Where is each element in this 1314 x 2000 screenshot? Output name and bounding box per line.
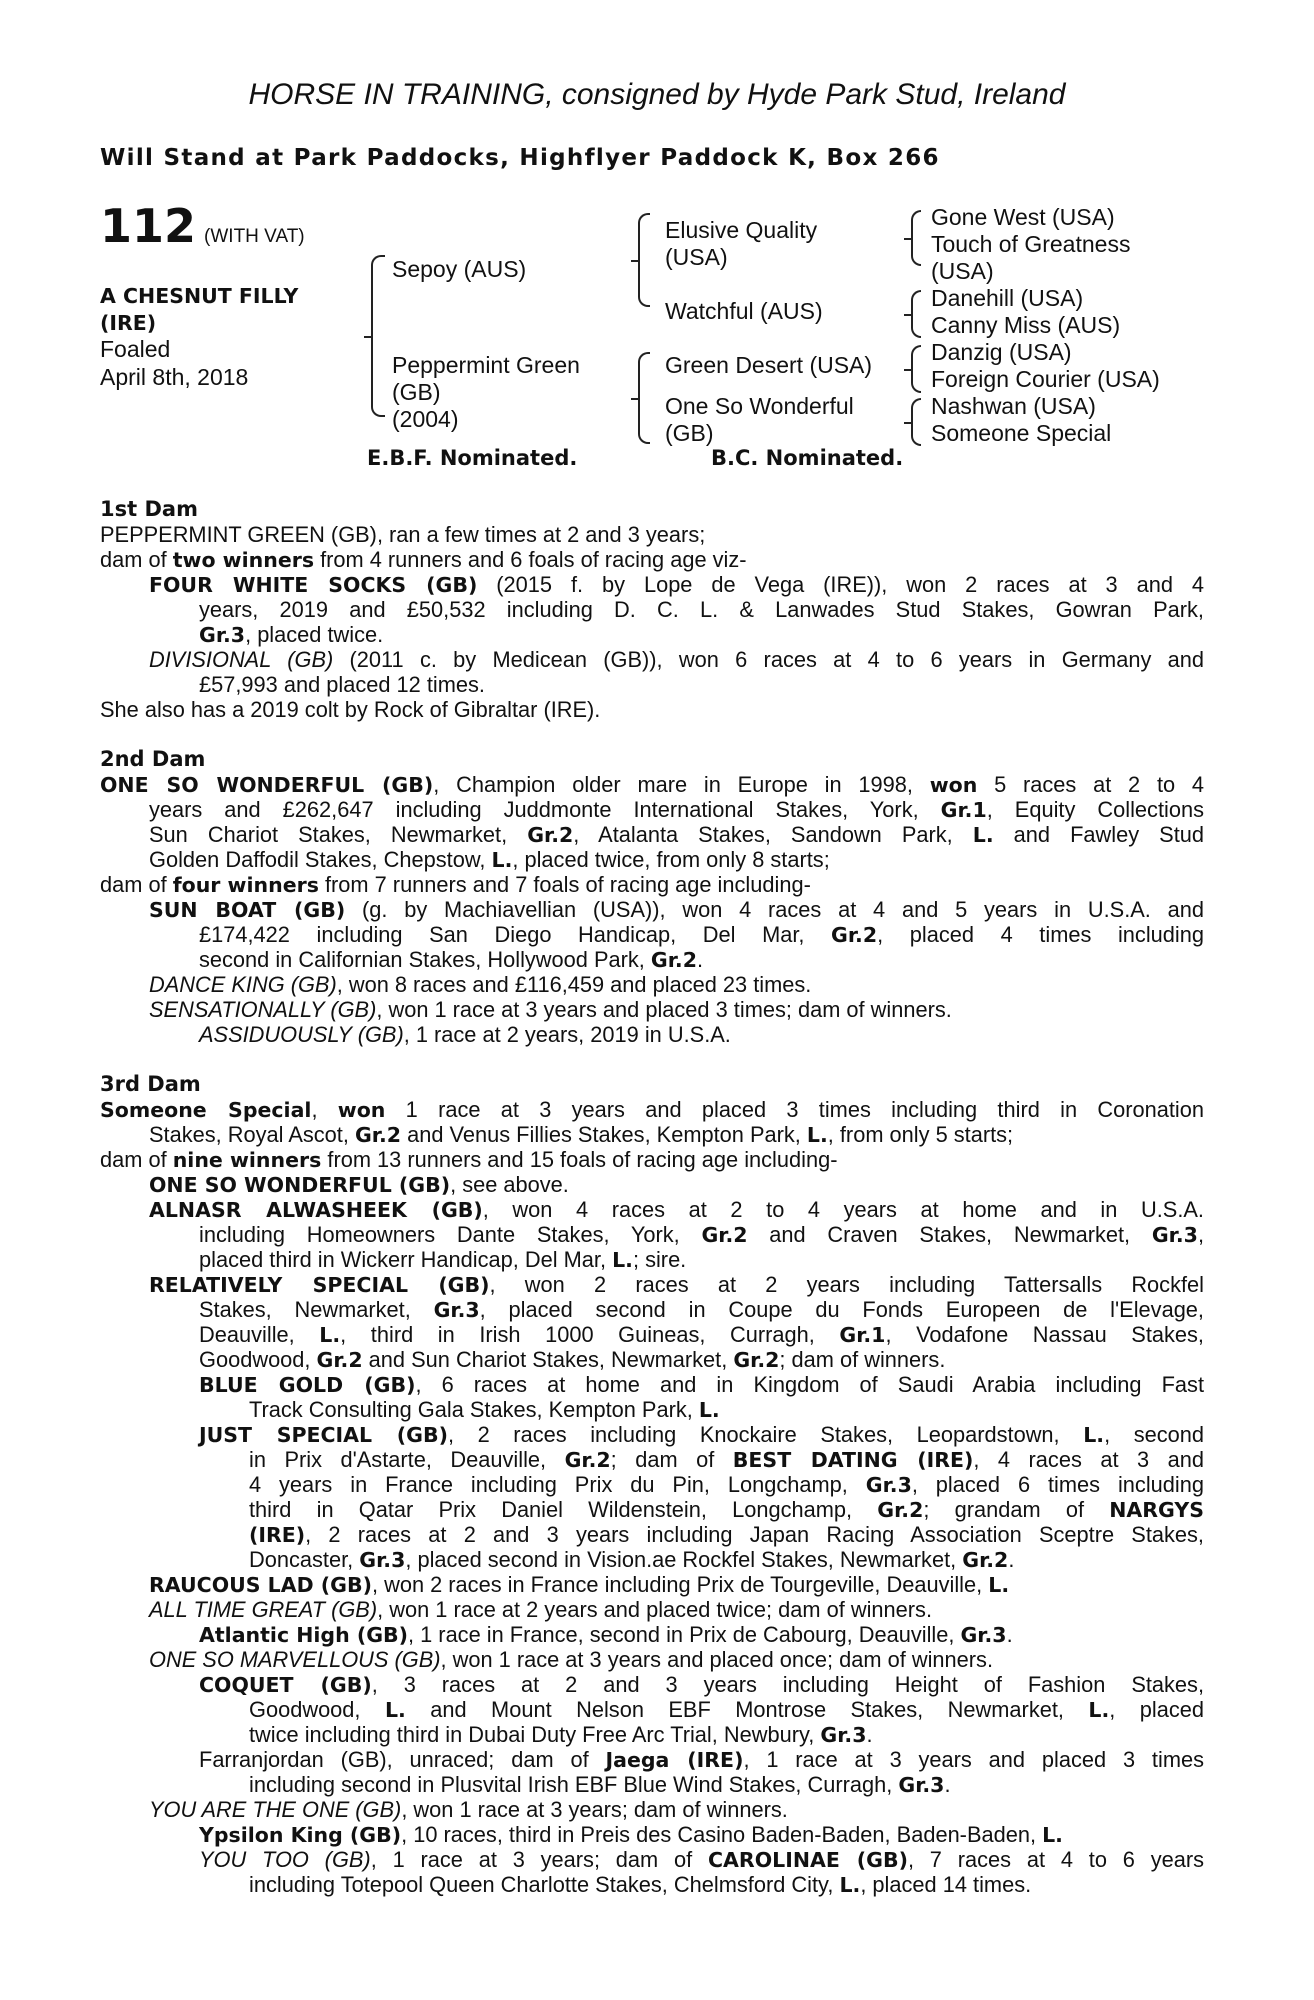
third-dam-line: ALNASR ALWASHEEK (GB), won 4 races at 2 to 4 years at home and in U.S.A. bbox=[149, 1197, 1204, 1222]
third-dam-line: BLUE GOLD (GB), 6 races at home and in Kingdom of Saudi Arabia including Fast bbox=[199, 1372, 1204, 1397]
consignor-title: HORSE IN TRAINING, consigned by Hyde Park Stud, Ireland bbox=[248, 78, 1066, 111]
third-dam-line: including second in Plusvital Irish EBF Blue Wind Stakes, Curragh, Gr.3. bbox=[249, 1772, 951, 1797]
third-dam-line: Goodwood, Gr.2 and Sun Chariot Stakes, Newmarket, Gr.2; dam of winners. bbox=[199, 1347, 946, 1372]
third-dam-line: ONE SO WONDERFUL (GB), see above. bbox=[149, 1172, 569, 1197]
third-dam-line: YOU TOO (GB), 1 race at 3 years; dam of CAROLINAE (GB), 7 races at 4 to 6 years bbox=[199, 1847, 1204, 1872]
pedigree-dam-dam: One So Wonderful bbox=[665, 393, 854, 419]
lot-country: (IRE) bbox=[100, 311, 157, 335]
first-dam-line: PEPPERMINT GREEN (GB), ran a few times at 2 and 3 years; bbox=[100, 522, 706, 547]
third-dam-line: Stakes, Newmarket, Gr.3, placed second in Coupe du Fonds Europeen de l'Elevage, bbox=[199, 1297, 1204, 1322]
pedigree-sire-sire-country: (USA) bbox=[665, 244, 728, 270]
pedigree-dam-dam-country: (GB) bbox=[665, 420, 714, 446]
pedigree-ssd: Touch of Greatness bbox=[931, 231, 1131, 257]
pedigree-brace-sd bbox=[911, 290, 921, 338]
third-dam-line: 4 years in France including Prix du Pin, Longchamp, Gr.3, placed 6 times including bbox=[249, 1472, 1205, 1497]
third-dam-line: dam of nine winners from 13 runners and 15 foals of racing age including- bbox=[100, 1147, 838, 1172]
third-dam-line: Atlantic High (GB), 1 race in France, second in Prix de Cabourg, Deauville, Gr.3. bbox=[199, 1622, 1013, 1647]
bc-nominated: B.C. Nominated. bbox=[711, 446, 904, 470]
third-dam-line: RELATIVELY SPECIAL (GB), won 2 races at 2 years including Tattersalls Rockfel bbox=[149, 1272, 1204, 1297]
third-dam-line: Stakes, Royal Ascot, Gr.2 and Venus Fillies Stakes, Kempton Park, L., from only 5 starts; bbox=[149, 1122, 1014, 1147]
second-dam-heading: 2nd Dam bbox=[100, 747, 206, 771]
third-dam-line: Goodwood, L. and Mount Nelson EBF Montrose Stakes, Newmarket, L., placed bbox=[249, 1697, 1205, 1722]
third-dam-line: JUST SPECIAL (GB), 2 races including Knockaire Stakes, Leopardstown, L., second bbox=[199, 1422, 1204, 1447]
pedigree-ddd: Someone Special bbox=[931, 420, 1112, 446]
first-dam-line: Gr.3, placed twice. bbox=[199, 622, 384, 647]
pedigree-dam-sire: Green Desert (USA) bbox=[665, 352, 873, 378]
lot-number: 112 bbox=[100, 199, 197, 253]
pedigree-dds: Nashwan (USA) bbox=[931, 393, 1096, 419]
pedigree-dam-year: (2004) bbox=[392, 406, 459, 432]
second-dam-line: ASSIDUOUSLY (GB), 1 race at 2 years, 2019 in U.S.A. bbox=[199, 1022, 731, 1047]
first-dam-heading: 1st Dam bbox=[100, 497, 198, 521]
pedigree-dss: Danzig (USA) bbox=[931, 339, 1072, 365]
first-dam-line: years, 2019 and £50,532 including D. C. L. & Lanwades Stud Stakes, Gowran Park, bbox=[199, 597, 1204, 622]
third-dam-line: Someone Special, won 1 race at 3 years and placed 3 times including third in Coronation bbox=[100, 1097, 1204, 1122]
third-dam-line: ONE SO MARVELLOUS (GB), won 1 race at 3 years and placed once; dam of winners. bbox=[149, 1647, 994, 1672]
third-dam-line: RAUCOUS LAD (GB), won 2 races in France including Prix de Tourgeville, Deauville, L. bbox=[149, 1572, 1010, 1597]
first-dam-line: dam of two winners from 4 runners and 6 foals of racing age viz- bbox=[100, 547, 747, 572]
third-dam-line: YOU ARE THE ONE (GB), won 1 race at 3 years; dam of winners. bbox=[149, 1797, 788, 1822]
pedigree-brace-dd bbox=[911, 398, 921, 446]
pedigree-brace-ss bbox=[911, 210, 921, 266]
pedigree-ssd-country: (USA) bbox=[931, 258, 994, 284]
foaled-date: April 8th, 2018 bbox=[100, 364, 249, 390]
second-dam-line: £174,422 including San Diego Handicap, Del Mar, Gr.2, placed 4 times including bbox=[199, 922, 1204, 947]
third-dam-line: Track Consulting Gala Stakes, Kempton Park, L. bbox=[249, 1397, 720, 1422]
second-dam-line: Sun Chariot Stakes, Newmarket, Gr.2, Atalanta Stakes, Sandown Park, L. and Fawley Stud bbox=[149, 822, 1204, 847]
third-dam-line: twice including third in Dubai Duty Free Arc Trial, Newbury, Gr.3. bbox=[249, 1722, 873, 1747]
third-dam-line: Deauville, L., third in Irish 1000 Guineas, Curragh, Gr.1, Vodafone Nassau Stakes, bbox=[199, 1322, 1204, 1347]
second-dam-line: SUN BOAT (GB) (g. by Machiavellian (USA)), won 4 races at 4 and 5 years in U.S.A. and bbox=[149, 897, 1204, 922]
second-dam-line: years and £262,647 including Juddmonte International Stakes, York, Gr.1, Equity Collections bbox=[149, 797, 1204, 822]
third-dam-line: COQUET (GB), 3 races at 2 and 3 years including Height of Fashion Stakes, bbox=[199, 1672, 1205, 1697]
pedigree-dsd: Foreign Courier (USA) bbox=[931, 366, 1160, 392]
third-dam-line: including Totepool Queen Charlotte Stakes, Chelmsford City, L., placed 14 times. bbox=[249, 1872, 1032, 1897]
pedigree-brace-ds bbox=[911, 345, 921, 393]
pedigree-dam: Peppermint Green bbox=[392, 352, 580, 378]
second-dam-line: dam of four winners from 7 runners and 7 foals of racing age including- bbox=[100, 872, 811, 897]
pedigree-sire-sire: Elusive Quality bbox=[665, 217, 818, 243]
pedigree-sdd: Canny Miss (AUS) bbox=[931, 312, 1121, 338]
third-dam-line: in Prix d'Astarte, Deauville, Gr.2; dam of BEST DATING (IRE), 4 races at 3 and bbox=[249, 1447, 1204, 1472]
pedigree-sire-dam: Watchful (AUS) bbox=[665, 298, 823, 324]
third-dam-line: Doncaster, Gr.3, placed second in Vision.ae Rockfel Stakes, Newmarket, Gr.2. bbox=[249, 1547, 1015, 1572]
lot-vat: (WITH VAT) bbox=[204, 226, 305, 247]
first-dam-line: DIVISIONAL (GB) (2011 c. by Medicean (GB)), won 6 races at 4 to 6 years in Germany and bbox=[149, 647, 1204, 672]
stand-location: Will Stand at Park Paddocks, Highflyer Paddock K, Box 266 bbox=[100, 145, 940, 171]
first-dam-line: FOUR WHITE SOCKS (GB) (2015 f. by Lope de Vega (IRE)), won 2 races at 3 and 4 bbox=[149, 572, 1205, 597]
pedigree-sds: Danehill (USA) bbox=[931, 285, 1084, 311]
second-dam-line: Golden Daffodil Stakes, Chepstow, L., placed twice, from only 8 starts; bbox=[149, 847, 830, 872]
first-dam-line: She also has a 2019 colt by Rock of Gibraltar (IRE). bbox=[100, 697, 601, 722]
lot-description: A CHESNUT FILLY bbox=[100, 284, 299, 308]
third-dam-line: including Homeowners Dante Stakes, York, Gr.2 and Craven Stakes, Newmarket, Gr.3, bbox=[199, 1222, 1204, 1247]
second-dam-line: SENSATIONALLY (GB), won 1 race at 3 years and placed 3 times; dam of winners. bbox=[149, 997, 952, 1022]
third-dam-heading: 3rd Dam bbox=[100, 1072, 201, 1096]
foaled-label: Foaled bbox=[100, 336, 171, 362]
third-dam-line: (IRE), 2 races at 2 and 3 years including Japan Racing Association Sceptre Stakes, bbox=[249, 1522, 1204, 1547]
third-dam-line: placed third in Wickerr Handicap, Del Mar, L.; sire. bbox=[199, 1247, 687, 1272]
third-dam-line: third in Qatar Prix Daniel Wildenstein, Longchamp, Gr.2; grandam of NARGYS bbox=[249, 1497, 1205, 1522]
pedigree-brace-gen1 bbox=[371, 255, 385, 417]
second-dam-line: DANCE KING (GB), won 8 races and £116,459 and placed 23 times. bbox=[149, 972, 812, 997]
lot-number-block bbox=[100, 199, 305, 253]
pedigree-brace-sire bbox=[638, 213, 650, 307]
pedigree-brace-dam bbox=[638, 352, 650, 444]
third-dam-line: Ypsilon King (GB), 10 races, third in Preis des Casino Baden-Baden, Baden-Baden, L. bbox=[199, 1822, 1063, 1847]
second-dam-line: second in Californian Stakes, Hollywood Park, Gr.2. bbox=[199, 947, 704, 972]
first-dam-line: £57,993 and placed 12 times. bbox=[199, 672, 485, 697]
second-dam-line: ONE SO WONDERFUL (GB), Champion older mare in Europe in 1998, won 5 races at 2 to 4 bbox=[100, 772, 1205, 797]
third-dam-line: ALL TIME GREAT (GB), won 1 race at 2 years and placed twice; dam of winners. bbox=[149, 1597, 933, 1622]
third-dam-line: Farranjordan (GB), unraced; dam of Jaega (IRE), 1 race at 3 years and placed 3 times bbox=[199, 1747, 1204, 1772]
pedigree-sire: Sepoy (AUS) bbox=[392, 256, 527, 282]
ebf-nominated: E.B.F. Nominated. bbox=[367, 446, 578, 470]
pedigree-sss: Gone West (USA) bbox=[931, 204, 1115, 230]
pedigree-dam-country: (GB) bbox=[392, 379, 441, 405]
